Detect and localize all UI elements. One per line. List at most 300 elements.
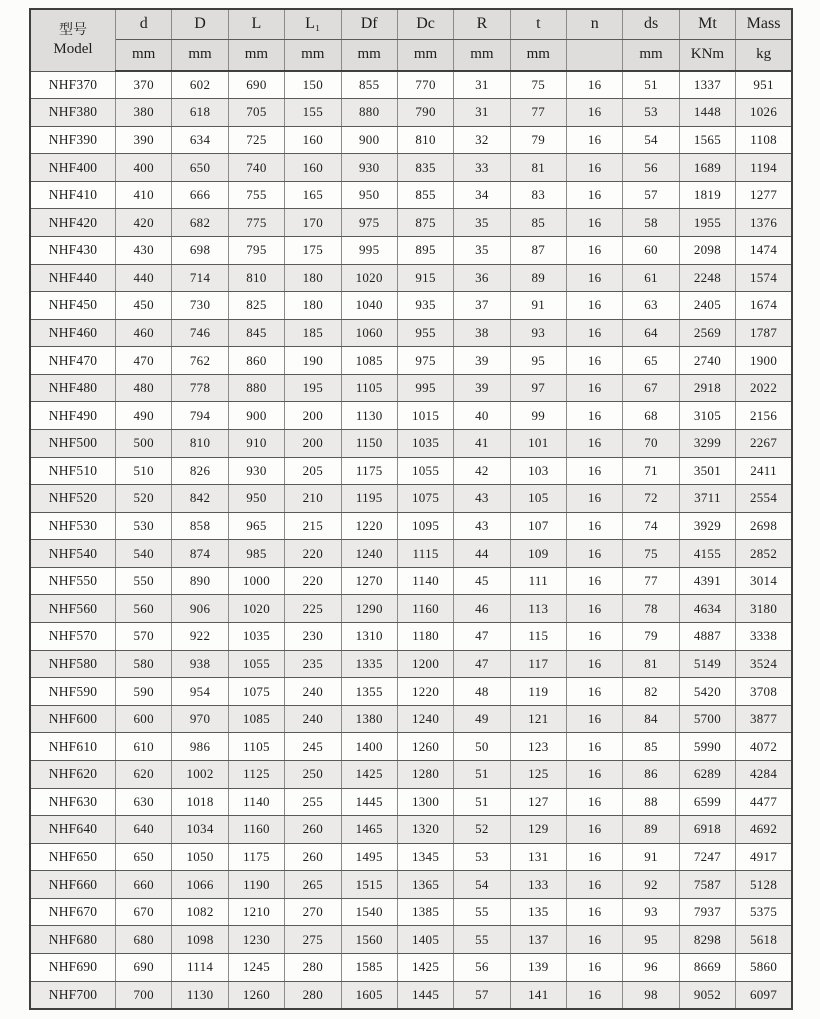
param-header-R: R: [454, 9, 510, 39]
value-cell-L1: 265: [285, 871, 341, 899]
value-cell-R: 54: [454, 871, 510, 899]
value-cell-L1: 155: [285, 99, 341, 127]
model-cell: NHF530: [30, 512, 116, 540]
table-row: [30, 871, 792, 899]
value-cell-L: 1175: [228, 843, 284, 871]
value-cell-d: 660: [116, 871, 172, 899]
value-cell-L: 810: [228, 264, 284, 292]
value-cell-t: 117: [510, 650, 566, 678]
value-cell-D: 778: [172, 374, 228, 402]
value-cell-L1: 280: [285, 954, 341, 982]
value-cell-n: 16: [567, 871, 623, 899]
table-row: [30, 650, 792, 678]
value-cell-t: 129: [510, 816, 566, 844]
value-cell-n: 16: [567, 760, 623, 788]
value-cell-Mt: 8669: [679, 954, 735, 982]
value-cell-n: 16: [567, 71, 623, 99]
value-cell-Df: 1105: [341, 374, 397, 402]
value-cell-d: 490: [116, 402, 172, 430]
unit-header-L: mm: [228, 39, 284, 71]
value-cell-R: 53: [454, 843, 510, 871]
value-cell-d: 520: [116, 485, 172, 513]
value-cell-d: 590: [116, 678, 172, 706]
value-cell-d: 530: [116, 512, 172, 540]
value-cell-Df: 975: [341, 209, 397, 237]
value-cell-Mass: 4284: [736, 760, 792, 788]
unit-header-Mass: kg: [736, 39, 792, 71]
value-cell-R: 35: [454, 236, 510, 264]
value-cell-L1: 165: [285, 181, 341, 209]
value-cell-L1: 280: [285, 981, 341, 1009]
value-cell-Mt: 1819: [679, 181, 735, 209]
value-cell-Mt: 1448: [679, 99, 735, 127]
value-cell-Df: 1515: [341, 871, 397, 899]
value-cell-Mt: 2248: [679, 264, 735, 292]
model-column-header: [30, 9, 116, 71]
param-header-D: D: [172, 9, 228, 39]
value-cell-t: 81: [510, 154, 566, 182]
value-cell-R: 47: [454, 623, 510, 651]
unit-header-R: mm: [454, 39, 510, 71]
value-cell-t: 109: [510, 540, 566, 568]
param-header-ds: ds: [623, 9, 679, 39]
table-row: [30, 733, 792, 761]
value-cell-Mt: 1337: [679, 71, 735, 99]
value-cell-Mt: 3929: [679, 512, 735, 540]
value-cell-L: 1245: [228, 954, 284, 982]
value-cell-Mt: 2569: [679, 319, 735, 347]
value-cell-d: 680: [116, 926, 172, 954]
table-row: [30, 457, 792, 485]
value-cell-d: 650: [116, 843, 172, 871]
value-cell-Mt: 3299: [679, 430, 735, 458]
value-cell-d: 610: [116, 733, 172, 761]
value-cell-R: 39: [454, 347, 510, 375]
value-cell-Dc: 915: [397, 264, 453, 292]
value-cell-L: 1210: [228, 898, 284, 926]
value-cell-ds: 91: [623, 843, 679, 871]
value-cell-L1: 210: [285, 485, 341, 513]
value-cell-Mass: 2852: [736, 540, 792, 568]
value-cell-d: 670: [116, 898, 172, 926]
value-cell-d: 690: [116, 954, 172, 982]
value-cell-D: 1050: [172, 843, 228, 871]
table-row: [30, 154, 792, 182]
value-cell-t: 103: [510, 457, 566, 485]
value-cell-Mass: 1277: [736, 181, 792, 209]
value-cell-t: 139: [510, 954, 566, 982]
value-cell-Df: 1085: [341, 347, 397, 375]
value-cell-ds: 54: [623, 126, 679, 154]
value-cell-Dc: 1445: [397, 981, 453, 1009]
value-cell-ds: 70: [623, 430, 679, 458]
value-cell-Mass: 1108: [736, 126, 792, 154]
value-cell-Dc: 1160: [397, 595, 453, 623]
value-cell-R: 51: [454, 760, 510, 788]
model-cell: NHF660: [30, 871, 116, 899]
value-cell-Mass: 951: [736, 71, 792, 99]
value-cell-R: 36: [454, 264, 510, 292]
model-cell: NHF600: [30, 705, 116, 733]
value-cell-n: 16: [567, 236, 623, 264]
value-cell-Df: 1290: [341, 595, 397, 623]
table-row: [30, 760, 792, 788]
value-cell-Mt: 7937: [679, 898, 735, 926]
value-cell-Mass: 3877: [736, 705, 792, 733]
unit-header-t: mm: [510, 39, 566, 71]
value-cell-Df: 930: [341, 154, 397, 182]
value-cell-t: 85: [510, 209, 566, 237]
value-cell-Mass: 1674: [736, 292, 792, 320]
value-cell-R: 39: [454, 374, 510, 402]
value-cell-L: 1085: [228, 705, 284, 733]
value-cell-L: 1230: [228, 926, 284, 954]
value-cell-Mt: 6289: [679, 760, 735, 788]
table-row: [30, 264, 792, 292]
value-cell-D: 922: [172, 623, 228, 651]
value-cell-n: 16: [567, 567, 623, 595]
value-cell-n: 16: [567, 733, 623, 761]
value-cell-L1: 185: [285, 319, 341, 347]
value-cell-Mt: 1689: [679, 154, 735, 182]
value-cell-d: 580: [116, 650, 172, 678]
value-cell-L1: 160: [285, 126, 341, 154]
value-cell-Dc: 1425: [397, 954, 453, 982]
value-cell-ds: 51: [623, 71, 679, 99]
value-cell-d: 410: [116, 181, 172, 209]
model-cell: NHF390: [30, 126, 116, 154]
value-cell-Mass: 2267: [736, 430, 792, 458]
model-cell: NHF370: [30, 71, 116, 99]
value-cell-d: 570: [116, 623, 172, 651]
value-cell-L: 1125: [228, 760, 284, 788]
value-cell-Mass: 4917: [736, 843, 792, 871]
value-cell-n: 16: [567, 595, 623, 623]
value-cell-D: 666: [172, 181, 228, 209]
value-cell-Dc: 1075: [397, 485, 453, 513]
value-cell-L1: 200: [285, 430, 341, 458]
table-row: [30, 954, 792, 982]
value-cell-Df: 995: [341, 236, 397, 264]
value-cell-L1: 195: [285, 374, 341, 402]
value-cell-Dc: 1385: [397, 898, 453, 926]
value-cell-L: 880: [228, 374, 284, 402]
table-row: [30, 595, 792, 623]
value-cell-Dc: 875: [397, 209, 453, 237]
value-cell-R: 56: [454, 954, 510, 982]
value-cell-Df: 1560: [341, 926, 397, 954]
value-cell-Mass: 3524: [736, 650, 792, 678]
unit-header-Df: mm: [341, 39, 397, 71]
table-header: [30, 9, 792, 71]
header-param-row: [30, 9, 792, 39]
value-cell-ds: 96: [623, 954, 679, 982]
value-cell-t: 87: [510, 236, 566, 264]
spec-table: [29, 8, 793, 1010]
value-cell-Dc: 935: [397, 292, 453, 320]
value-cell-Dc: 810: [397, 126, 453, 154]
value-cell-D: 906: [172, 595, 228, 623]
value-cell-Dc: 1320: [397, 816, 453, 844]
value-cell-Df: 855: [341, 71, 397, 99]
value-cell-d: 430: [116, 236, 172, 264]
value-cell-R: 45: [454, 567, 510, 595]
value-cell-t: 91: [510, 292, 566, 320]
model-cell: NHF640: [30, 816, 116, 844]
model-cell: NHF550: [30, 567, 116, 595]
value-cell-n: 16: [567, 705, 623, 733]
value-cell-L1: 275: [285, 926, 341, 954]
value-cell-ds: 79: [623, 623, 679, 651]
value-cell-Mass: 5860: [736, 954, 792, 982]
value-cell-n: 16: [567, 816, 623, 844]
value-cell-t: 83: [510, 181, 566, 209]
value-cell-L: 1190: [228, 871, 284, 899]
value-cell-Mt: 4391: [679, 567, 735, 595]
value-cell-D: 1130: [172, 981, 228, 1009]
value-cell-Mt: 7247: [679, 843, 735, 871]
value-cell-R: 50: [454, 733, 510, 761]
value-cell-R: 48: [454, 678, 510, 706]
model-cell: NHF470: [30, 347, 116, 375]
param-header-Dc: Dc: [397, 9, 453, 39]
table-row: [30, 816, 792, 844]
value-cell-R: 34: [454, 181, 510, 209]
value-cell-d: 560: [116, 595, 172, 623]
param-header-n: n: [567, 9, 623, 39]
value-cell-Mass: 2411: [736, 457, 792, 485]
value-cell-L: 725: [228, 126, 284, 154]
value-cell-n: 16: [567, 402, 623, 430]
value-cell-t: 95: [510, 347, 566, 375]
unit-header-ds: mm: [623, 39, 679, 71]
table-row: [30, 898, 792, 926]
model-cell: NHF570: [30, 623, 116, 651]
value-cell-Dc: 855: [397, 181, 453, 209]
table-row: [30, 430, 792, 458]
value-cell-Mass: 5618: [736, 926, 792, 954]
value-cell-D: 858: [172, 512, 228, 540]
value-cell-t: 101: [510, 430, 566, 458]
model-cell: NHF590: [30, 678, 116, 706]
value-cell-R: 35: [454, 209, 510, 237]
value-cell-n: 16: [567, 126, 623, 154]
param-header-L1: L₁: [285, 9, 341, 39]
value-cell-Mt: 3105: [679, 402, 735, 430]
value-cell-d: 460: [116, 319, 172, 347]
value-cell-Dc: 895: [397, 236, 453, 264]
value-cell-L: 795: [228, 236, 284, 264]
value-cell-L1: 230: [285, 623, 341, 651]
model-cell: NHF620: [30, 760, 116, 788]
value-cell-L1: 200: [285, 402, 341, 430]
value-cell-ds: 81: [623, 650, 679, 678]
unit-header-d: mm: [116, 39, 172, 71]
value-cell-R: 47: [454, 650, 510, 678]
unit-header-Dc: mm: [397, 39, 453, 71]
value-cell-Mass: 4477: [736, 788, 792, 816]
model-cell: NHF410: [30, 181, 116, 209]
value-cell-n: 16: [567, 319, 623, 347]
value-cell-n: 16: [567, 898, 623, 926]
value-cell-R: 43: [454, 512, 510, 540]
value-cell-D: 730: [172, 292, 228, 320]
value-cell-D: 1034: [172, 816, 228, 844]
table-row: [30, 347, 792, 375]
value-cell-Mass: 1900: [736, 347, 792, 375]
value-cell-t: 107: [510, 512, 566, 540]
param-header-Mass: Mass: [736, 9, 792, 39]
value-cell-ds: 84: [623, 705, 679, 733]
value-cell-L: 985: [228, 540, 284, 568]
value-cell-d: 550: [116, 567, 172, 595]
value-cell-Dc: 975: [397, 347, 453, 375]
value-cell-L1: 150: [285, 71, 341, 99]
value-cell-d: 470: [116, 347, 172, 375]
value-cell-t: 111: [510, 567, 566, 595]
param-header-Df: Df: [341, 9, 397, 39]
value-cell-t: 121: [510, 705, 566, 733]
value-cell-L1: 220: [285, 567, 341, 595]
model-cell: NHF490: [30, 402, 116, 430]
value-cell-Mass: 4072: [736, 733, 792, 761]
value-cell-Dc: 1300: [397, 788, 453, 816]
value-cell-D: 874: [172, 540, 228, 568]
value-cell-R: 37: [454, 292, 510, 320]
value-cell-R: 33: [454, 154, 510, 182]
value-cell-R: 57: [454, 981, 510, 1009]
value-cell-d: 450: [116, 292, 172, 320]
value-cell-D: 682: [172, 209, 228, 237]
value-cell-Df: 1310: [341, 623, 397, 651]
value-cell-Mt: 8298: [679, 926, 735, 954]
value-cell-Dc: 1200: [397, 650, 453, 678]
value-cell-d: 370: [116, 71, 172, 99]
value-cell-L: 690: [228, 71, 284, 99]
value-cell-L: 930: [228, 457, 284, 485]
value-cell-d: 440: [116, 264, 172, 292]
param-header-L: L: [228, 9, 284, 39]
value-cell-ds: 98: [623, 981, 679, 1009]
value-cell-d: 700: [116, 981, 172, 1009]
value-cell-Mt: 3501: [679, 457, 735, 485]
table-row: [30, 926, 792, 954]
table-row: [30, 374, 792, 402]
model-cell: NHF460: [30, 319, 116, 347]
value-cell-ds: 67: [623, 374, 679, 402]
unit-header-n: [567, 39, 623, 71]
table-row: [30, 567, 792, 595]
value-cell-Df: 1605: [341, 981, 397, 1009]
model-cell: NHF520: [30, 485, 116, 513]
table-body: [30, 71, 792, 1009]
value-cell-D: 602: [172, 71, 228, 99]
table-row: [30, 236, 792, 264]
value-cell-R: 44: [454, 540, 510, 568]
value-cell-Mt: 4155: [679, 540, 735, 568]
table-row: [30, 485, 792, 513]
table-row: [30, 71, 792, 99]
value-cell-n: 16: [567, 926, 623, 954]
table-row: [30, 623, 792, 651]
value-cell-d: 390: [116, 126, 172, 154]
value-cell-R: 46: [454, 595, 510, 623]
value-cell-D: 954: [172, 678, 228, 706]
value-cell-n: 16: [567, 843, 623, 871]
value-cell-Mt: 4634: [679, 595, 735, 623]
value-cell-L1: 190: [285, 347, 341, 375]
value-cell-n: 16: [567, 788, 623, 816]
value-cell-R: 43: [454, 485, 510, 513]
value-cell-D: 1098: [172, 926, 228, 954]
model-cell: NHF690: [30, 954, 116, 982]
value-cell-L: 740: [228, 154, 284, 182]
value-cell-L: 775: [228, 209, 284, 237]
value-cell-Df: 1380: [341, 705, 397, 733]
value-cell-R: 49: [454, 705, 510, 733]
value-cell-n: 16: [567, 457, 623, 485]
value-cell-ds: 68: [623, 402, 679, 430]
value-cell-ds: 77: [623, 567, 679, 595]
value-cell-ds: 57: [623, 181, 679, 209]
value-cell-Dc: 1180: [397, 623, 453, 651]
value-cell-t: 125: [510, 760, 566, 788]
value-cell-D: 986: [172, 733, 228, 761]
model-cell: NHF670: [30, 898, 116, 926]
unit-header-Mt: KNm: [679, 39, 735, 71]
value-cell-Mass: 2022: [736, 374, 792, 402]
value-cell-Dc: 1280: [397, 760, 453, 788]
value-cell-Dc: 1035: [397, 430, 453, 458]
value-cell-D: 970: [172, 705, 228, 733]
value-cell-R: 51: [454, 788, 510, 816]
value-cell-D: 1018: [172, 788, 228, 816]
value-cell-n: 16: [567, 347, 623, 375]
model-cell: NHF610: [30, 733, 116, 761]
value-cell-d: 630: [116, 788, 172, 816]
value-cell-t: 97: [510, 374, 566, 402]
table-row: [30, 181, 792, 209]
header-unit-row: [30, 39, 792, 71]
value-cell-L1: 245: [285, 733, 341, 761]
value-cell-ds: 88: [623, 788, 679, 816]
model-cell: NHF430: [30, 236, 116, 264]
model-label-en: Model: [53, 40, 93, 57]
value-cell-n: 16: [567, 981, 623, 1009]
value-cell-L: 705: [228, 99, 284, 127]
value-cell-Mt: 5990: [679, 733, 735, 761]
value-cell-d: 480: [116, 374, 172, 402]
value-cell-D: 1082: [172, 898, 228, 926]
value-cell-Df: 1465: [341, 816, 397, 844]
value-cell-ds: 82: [623, 678, 679, 706]
value-cell-Df: 1060: [341, 319, 397, 347]
value-cell-D: 1066: [172, 871, 228, 899]
value-cell-L1: 220: [285, 540, 341, 568]
model-cell: NHF700: [30, 981, 116, 1009]
value-cell-Dc: 1115: [397, 540, 453, 568]
value-cell-n: 16: [567, 623, 623, 651]
value-cell-L: 965: [228, 512, 284, 540]
value-cell-R: 55: [454, 926, 510, 954]
model-label-cn: 型号: [59, 23, 87, 39]
value-cell-R: 40: [454, 402, 510, 430]
value-cell-Mt: 2918: [679, 374, 735, 402]
value-cell-R: 41: [454, 430, 510, 458]
value-cell-D: 618: [172, 99, 228, 127]
value-cell-Df: 880: [341, 99, 397, 127]
value-cell-d: 600: [116, 705, 172, 733]
